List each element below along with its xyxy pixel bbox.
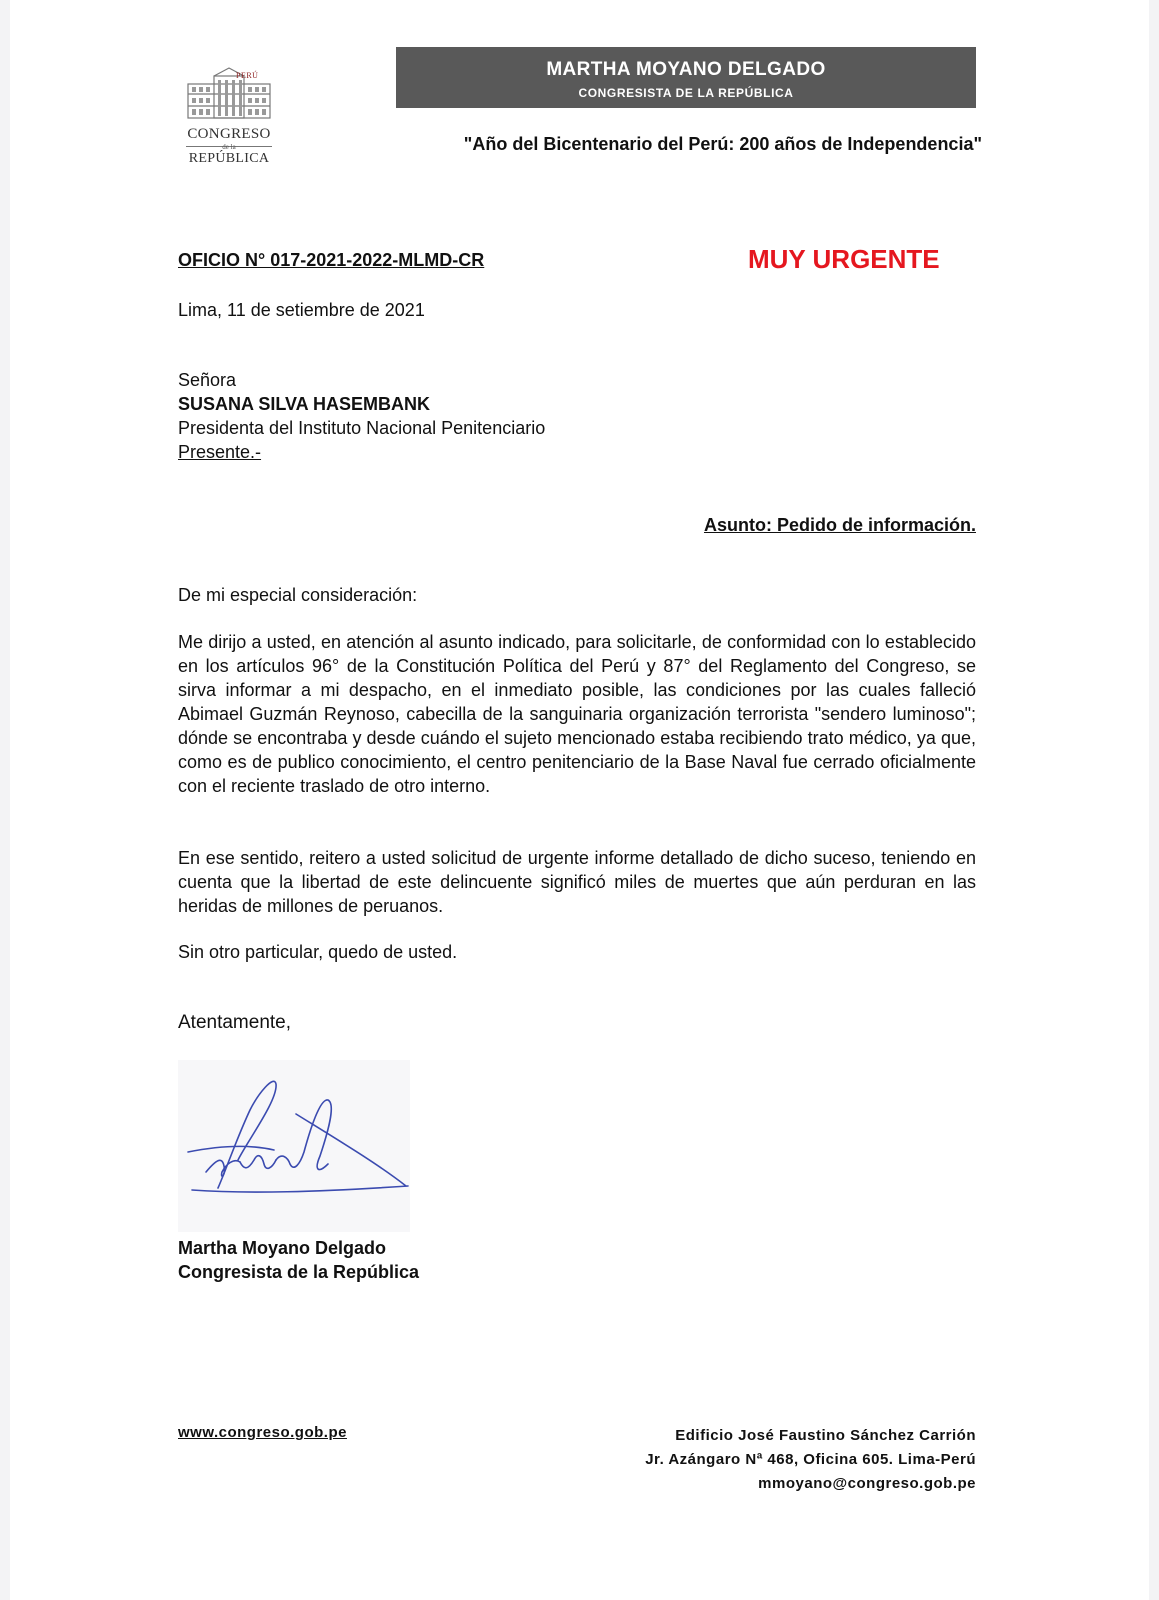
footer-address-block — [645, 1424, 976, 1496]
recipient-block — [178, 368, 545, 464]
footer-address: Jr. Azángaro Nª 468, Oficina 605. Lima-Perú — [645, 1451, 976, 1468]
recipient-salutation: Señora — [178, 370, 237, 390]
handwritten-signature — [178, 1060, 410, 1232]
header-name: MARTHA MOYANO DELGADO — [546, 59, 826, 80]
header-banner — [396, 47, 976, 108]
priority-label: MUY URGENTE — [748, 244, 940, 274]
body-paragraph: Me dirijo a usted, en atención al asunto indicado, para solicitarle, de conformidad con lo establecido en los artículos 96° de la Constitución Política del Perú y 87° del Reglamento del Congreso, se sirva informar a mi despacho, en el inmediato posible, las condiciones por las cuales falleció Abimael Guzmán Reynoso, cabecilla de la sanguinaria organización terrorista "sendero luminoso"; dónde se encontraba y desde cuándo el sujeto mencionado estaba recibiendo trato médico, ya que, como es de publico conocimiento, el centro penitenciario de la Base Naval fue cerrado oficialmente con el reciente traslado de otro interno. — [178, 632, 976, 796]
header-motto: "Año del Bicentenario del Perú: 200 años de Independencia" — [463, 134, 982, 154]
greeting: De mi especial consideración: — [178, 585, 418, 605]
footer-building: Edificio José Faustino Sánchez Carrión — [675, 1427, 976, 1444]
signer-block — [178, 1236, 419, 1284]
footer-website-link[interactable]: www.congreso.gob.pe — [178, 1424, 347, 1441]
regards-line: Atentamente, — [178, 1012, 292, 1033]
congress-building-icon — [184, 66, 274, 122]
footer-email[interactable]: mmoyano@congreso.gob.pe — [758, 1475, 976, 1492]
document-page — [10, 0, 1149, 1600]
document-date: Lima, 11 de setiembre de 2021 — [178, 300, 425, 320]
signer-name: Martha Moyano Delgado — [178, 1238, 387, 1258]
signature-image — [178, 1060, 410, 1232]
signer-title: Congresista de la República — [178, 1262, 420, 1282]
document-reference: OFICIO N° 017-2021-2022-MLMD-CR — [178, 250, 485, 270]
logo-country: PERÚ — [236, 71, 259, 80]
logo-dela-text: de la — [222, 143, 236, 151]
closing-line: Sin otro particular, quedo de usted. — [178, 942, 458, 962]
body-paragraph: En ese sentido, reitero a usted solicitud de urgente informe detallado de dicho suceso, teniendo en cuenta que la libertad de este delincuente significó miles de muertes que aún perduran en las heridas de millones de peruanos. — [178, 848, 976, 916]
recipient-name: SUSANA SILVA HASEMBANK — [178, 394, 431, 414]
recipient-position: Presidenta del Instituto Nacional Penitenciario — [178, 418, 546, 438]
logo-republica-text: REPÚBLICA — [188, 151, 270, 166]
congreso-logo — [176, 66, 282, 170]
document-subject: Asunto: Pedido de información. — [703, 515, 976, 535]
logo-congreso-text: CONGRESO — [187, 126, 271, 142]
recipient-presente: Presente.- — [178, 442, 262, 462]
header-title: CONGRESISTA DE LA REPÚBLICA — [578, 86, 794, 100]
